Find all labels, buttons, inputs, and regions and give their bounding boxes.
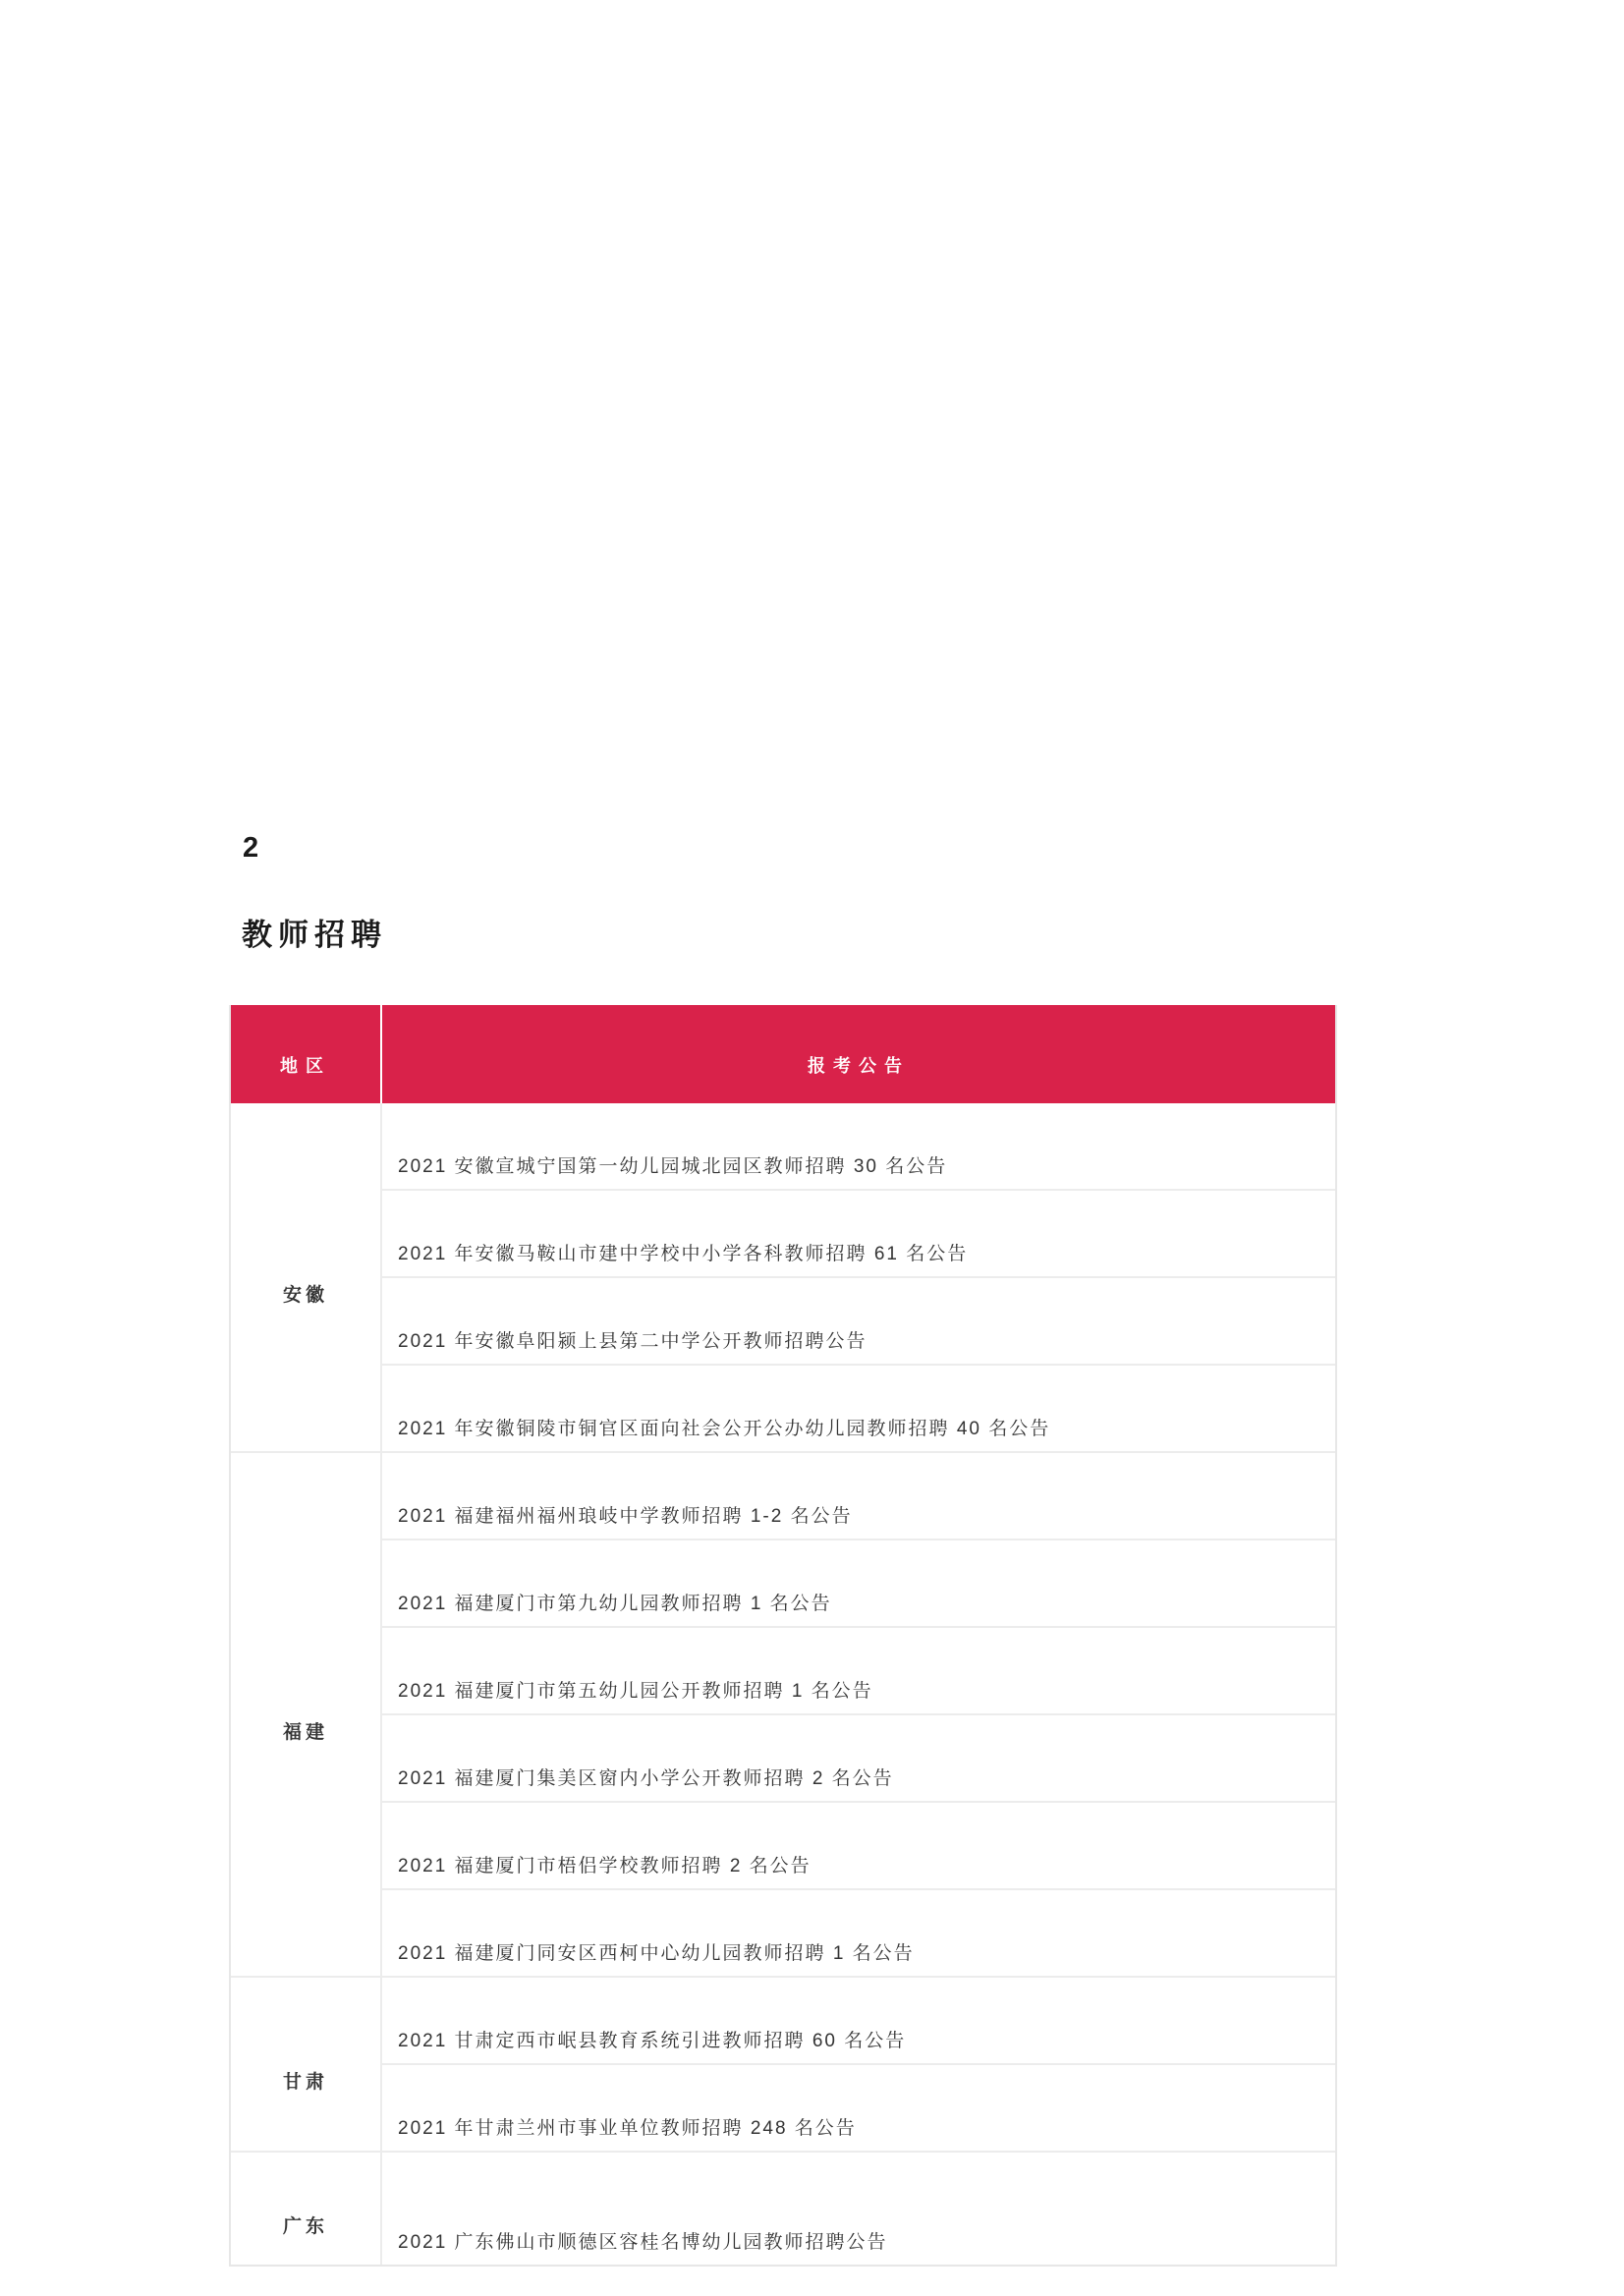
header-row bbox=[231, 1005, 1335, 1103]
announcement-cell: 2021 福建福州福州琅岐中学教师招聘 1-2 名公告 bbox=[381, 1452, 1335, 1540]
announcement-cell: 2021 福建厦门市第九幼儿园教师招聘 1 名公告 bbox=[381, 1540, 1335, 1627]
region-cell: 福建 bbox=[231, 1452, 381, 1977]
table-row bbox=[231, 2152, 1335, 2265]
region-cell: 甘肃 bbox=[231, 1977, 381, 2152]
table-row bbox=[231, 1277, 1335, 1365]
page-number: 2 bbox=[243, 832, 259, 864]
announcement-cell: 2021 年安徽阜阳颍上县第二中学公开教师招聘公告 bbox=[381, 1277, 1335, 1365]
announcement-cell: 2021 年安徽马鞍山市建中学校中小学各科教师招聘 61 名公告 bbox=[381, 1190, 1335, 1277]
region-cell: 广东 bbox=[231, 2152, 381, 2265]
announcement-cell: 2021 安徽宣城宁国第一幼儿园城北园区教师招聘 30 名公告 bbox=[381, 1103, 1335, 1190]
section-title: 教师招聘 bbox=[242, 918, 387, 952]
table-row bbox=[231, 1627, 1335, 1714]
announcement-cell: 2021 年安徽铜陵市铜官区面向社会公开公办幼儿园教师招聘 40 名公告 bbox=[381, 1365, 1335, 1452]
table-row bbox=[231, 1802, 1335, 1889]
table-row bbox=[231, 1714, 1335, 1802]
column-header-region: 地区 bbox=[231, 1005, 381, 1103]
table-row bbox=[231, 1103, 1335, 1190]
table-row bbox=[231, 1365, 1335, 1452]
table-row bbox=[231, 1889, 1335, 1977]
table-row bbox=[231, 1540, 1335, 1627]
recruitment-table bbox=[231, 1005, 1335, 2265]
table-row bbox=[231, 2064, 1335, 2152]
table-row bbox=[231, 1977, 1335, 2064]
table-header bbox=[231, 1005, 1335, 1103]
column-header-announcement: 报考公告 bbox=[381, 1005, 1335, 1103]
table-row bbox=[231, 1190, 1335, 1277]
table-body bbox=[231, 1103, 1335, 2265]
announcement-cell: 2021 福建厦门市梧侣学校教师招聘 2 名公告 bbox=[381, 1802, 1335, 1889]
announcement-cell: 2021 福建厦门市第五幼儿园公开教师招聘 1 名公告 bbox=[381, 1627, 1335, 1714]
table-row bbox=[231, 1452, 1335, 1540]
announcement-cell: 2021 年甘肃兰州市事业单位教师招聘 248 名公告 bbox=[381, 2064, 1335, 2152]
announcement-cell: 2021 广东佛山市顺德区容桂名博幼儿园教师招聘公告 bbox=[398, 2232, 888, 2254]
recruitment-table-container bbox=[229, 1005, 1337, 2267]
region-cell: 安徽 bbox=[231, 1103, 381, 1452]
announcement-cell: 2021 福建厦门集美区窗内小学公开教师招聘 2 名公告 bbox=[381, 1714, 1335, 1802]
announcement-cell: 2021 福建厦门同安区西柯中心幼儿园教师招聘 1 名公告 bbox=[381, 1889, 1335, 1977]
announcement-cell: 2021 甘肃定西市岷县教育系统引进教师招聘 60 名公告 bbox=[381, 1977, 1335, 2064]
